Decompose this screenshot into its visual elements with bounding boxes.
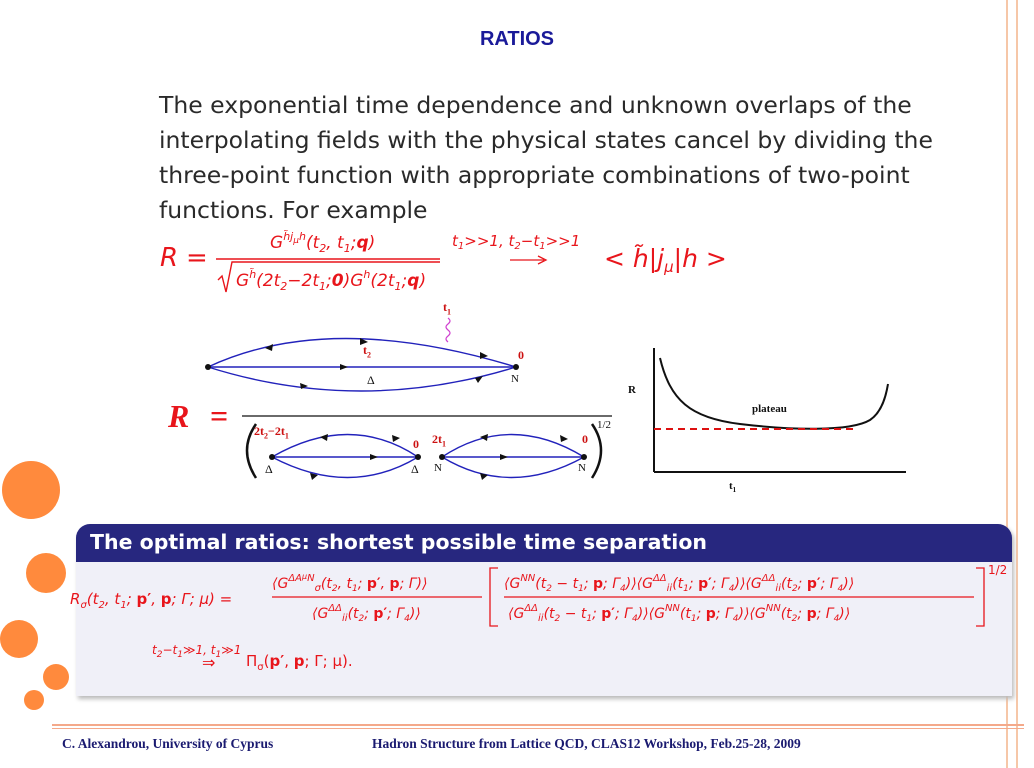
svg-text:t2−t1≫1, t1≫1: $t_2-t_1≫1$, $t_1≫1$ [152,643,242,660]
svg-text:⟨GΔAμNσ(t2, t1; p′, p; Γ)⟩: $⟨G^{\Delta A}\mu N_\sigma(t_2$, $t_1$; p′, p; Γ)⟩ [272,572,428,594]
label-delta-top: Δ [367,373,375,387]
label-t1-top: $t_1$ [443,300,451,317]
svg-text:Πσ(p′, p; Γ; μ).: $\Pi_\sigma(p'$, p; Γ; μ). [246,652,353,673]
footer-rule [52,724,1024,726]
decor-circle-tiny [24,690,44,710]
svg-text:< h̃|jμ|h >: < $h̃|j_\mu|h$ > [604,244,727,276]
label-r-big: R [168,398,190,434]
svg-text:Gh̃(2t2−2t1;0)Gh(2t1;q): $G^{h̃}(2t_2-2t_1;0)G^h(2t_1;q)$ [236,268,427,293]
optimal-ratios-box [70,524,1012,696]
svg-text:R: R [160,243,179,273]
decor-circle-small [43,664,69,690]
decor-circle-medium-2 [0,620,38,658]
svg-text:Gh̃jμh(t2, t1;q): $G^{h̃j}\mu h(t_2$, $t_1;q$) [270,230,376,255]
label-2t2-2t1: $2t_2-2t_1$ [254,424,289,441]
footer-author: C. Alexandrou, University of Cyprus [62,736,274,751]
optimal-ratio-formula [70,562,1012,696]
decor-circle-large [2,461,60,519]
svg-text:⇒: ⇒ [202,653,216,672]
svg-text:⟨GΔΔii(t2; p′; Γ4)⟩: $⟨G^{\Delta\Delta}_{ii}(t_2$; p′; $\Gamma_4)⟩$ [312,603,421,624]
plateau-plot [620,340,920,500]
plot-x-label: $t_1$ [729,480,737,495]
svg-text:⟨GΔΔii(t2 − t1; p′; Γ4)⟩⟨GNN(t: $⟨G^{\Delta\Delta}_{ii}(t_2 - t_1$; p′; $\Gamma_4)⟩⟨G^{NN}(t_1$; p; $\Gamma_4)⟩⟨G^{NN}(t_2$; p; $\Gamma_4)⟩$ [508,603,851,624]
ratio-diagram [160,300,620,490]
label-equals-big: = [210,398,229,434]
svg-text:1/2: 1/2 [988,563,1008,577]
plot-annotation: plateau [752,403,787,415]
intro-line-1: The exponential time dependence and unknown overlaps of the [159,91,912,119]
svg-text:Rσ(t2, t1; p′, p; Γ; μ) =: $R_\sigma(t_2$, $t_1$; p′, p; Γ; μ) = [70,590,233,611]
plot-y-label: R [628,384,636,396]
slide-title: RATIOS [479,28,555,50]
label-delta-left: Δ [265,462,273,476]
label-n-right: N [578,462,586,474]
intro-line-2: interpolating fields with the physical states cancel by dividing the [159,126,933,154]
svg-text:=: = [186,243,208,273]
label-zero-top: 0 [518,348,524,362]
label-t2-top: $t_2$ [363,343,371,360]
label-delta-mid: Δ [411,462,419,476]
footer-rule-thin [52,728,1024,729]
optimal-ratios-heading: The optimal ratios: shortest possible time separation [90,530,708,554]
svg-text:t1>>1, t2−t1>>1: $t_1>>1$, $t_2-t_1>>1$ [452,232,581,252]
intro-paragraph [159,88,939,228]
intro-line-3: three-point function with appropriate combinations of two-point [159,161,910,189]
optimal-ratios-header [76,524,1012,562]
label-power: 1/2 [597,419,612,431]
label-zero-left: 0 [413,437,419,451]
label-n-mid: N [434,462,442,474]
label-n-top: N [511,373,519,385]
intro-line-4: functions. For example [159,196,428,224]
svg-text:⟨GNN(t2 − t1; p; Γ4)⟩⟨GΔΔii(t1: $⟨G^{NN}(t_2 - t_1$; p; $\Gamma_4)⟩⟨G^{\Delta\Delta}_{ii}(t_1$; p′; $\Gamma_4)⟩⟨G^{\Delta\Delta}_{ii}(t_2$; p′; $\Gamma_4)⟩$ [504,573,855,594]
footer-event: Hadron Structure from Lattice QCD, CLAS12 Workshop, Feb.25-28, 2009 [372,736,801,751]
decor-circle-medium [26,553,66,593]
label-zero-right: 0 [582,432,588,446]
label-2t1: $2t_1$ [432,432,446,449]
ratio-formula [160,228,760,298]
right-stripe-2 [1016,0,1018,768]
